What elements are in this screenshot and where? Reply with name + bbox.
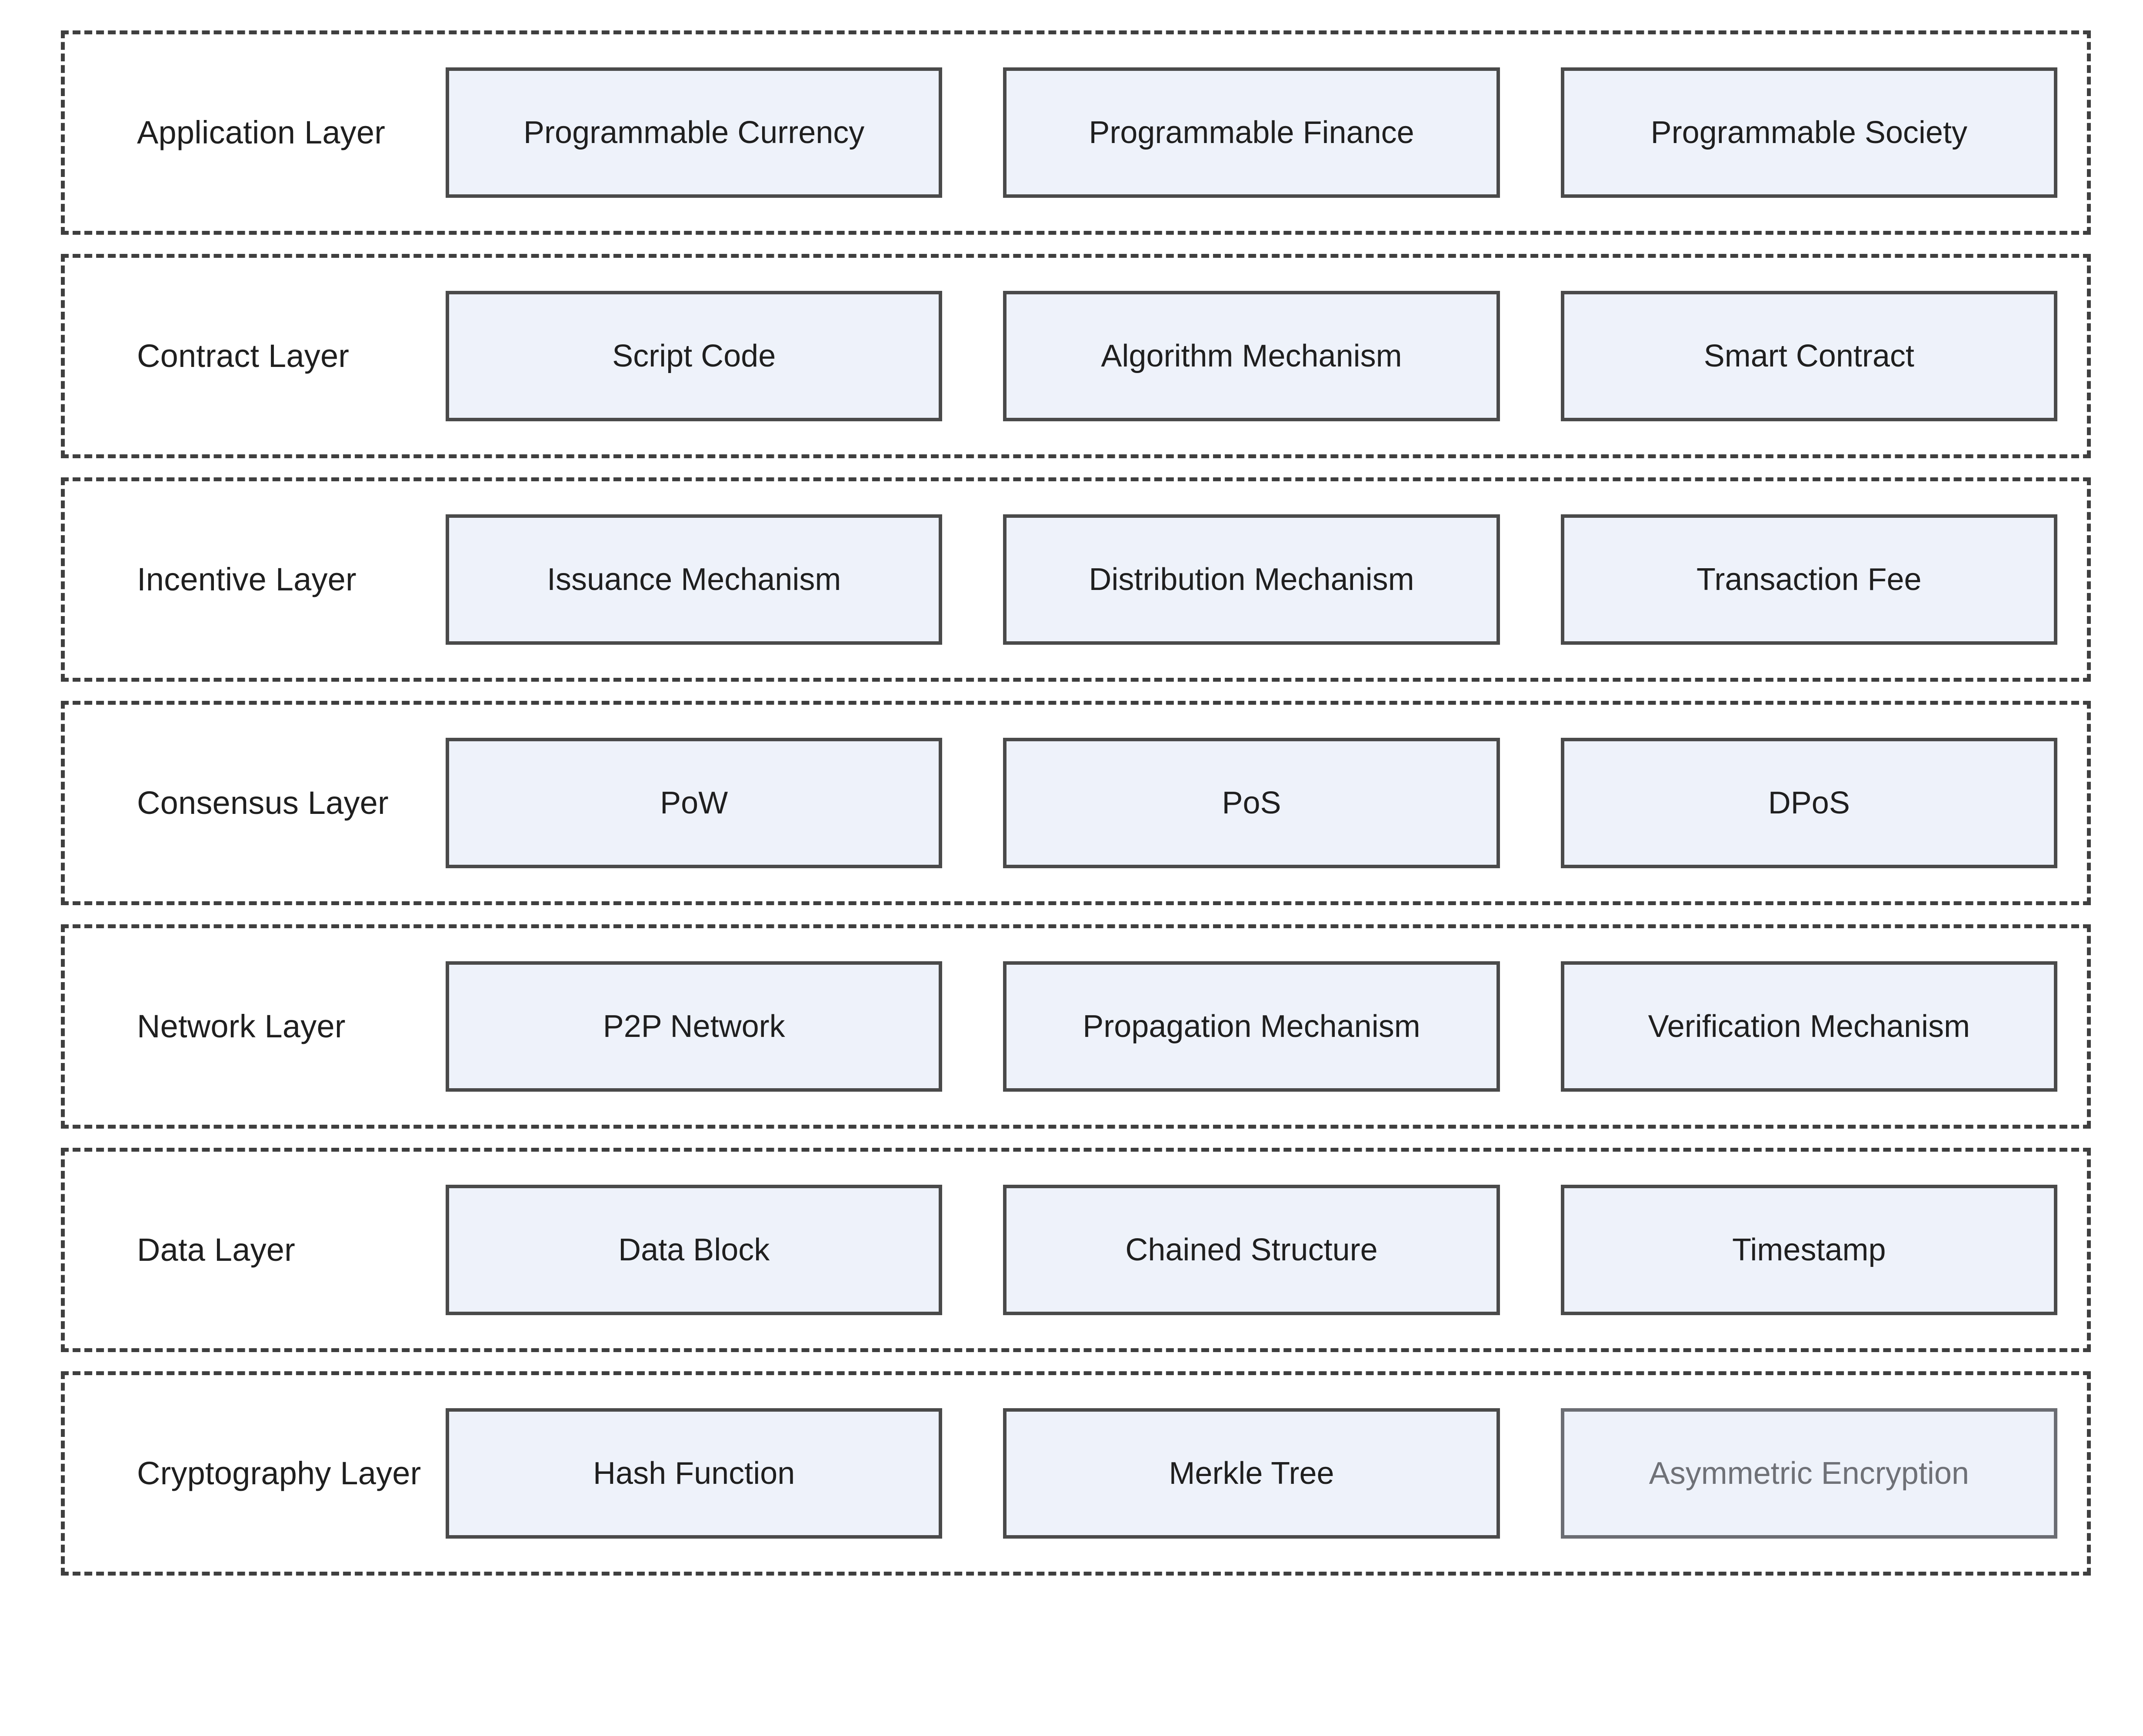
layer-cells [446,738,2066,868]
layer-cell: Asymmetric Encryption [1561,1408,2057,1539]
layer-cell: Data Block [446,1185,942,1315]
layer-row [61,254,2091,458]
layer-cell: Programmable Currency [446,67,942,198]
layer-title: Incentive Layer [137,561,357,597]
layer-cell: PoS [1003,738,1500,868]
layer-cell: Verification Mechanism [1561,961,2057,1092]
layer-cell: Script Code [446,291,942,421]
layer-cell: Programmable Finance [1003,67,1500,198]
layer-cells [446,1408,2066,1539]
layer-cells [446,961,2066,1092]
layer-title: Application Layer [137,114,386,150]
layer-cells [446,1185,2066,1315]
layer-cells [446,291,2066,421]
layer-cell: Smart Contract [1561,291,2057,421]
layer-title: Data Layer [137,1231,295,1268]
layer-row [61,1371,2091,1576]
layer-row [61,477,2091,682]
layer-cell: Merkle Tree [1003,1408,1500,1539]
layer-cell: Programmable Society [1561,67,2057,198]
layer-title: Cryptography Layer [137,1455,421,1491]
layer-cell: Timestamp [1561,1185,2057,1315]
layer-row [61,30,2091,235]
layer-cell: Algorithm Mechanism [1003,291,1500,421]
layer-row [61,701,2091,905]
layer-cell: PoW [446,738,942,868]
layer-cell: Hash Function [446,1408,942,1539]
layer-cell: Distribution Mechanism [1003,514,1500,645]
layer-cells [446,514,2066,645]
layer-title: Contract Layer [137,337,350,374]
layer-cell: Chained Structure [1003,1185,1500,1315]
layer-title: Consensus Layer [137,784,389,821]
layer-cell: Issuance Mechanism [446,514,942,645]
layer-cell: P2P Network [446,961,942,1092]
layer-title: Network Layer [137,1008,346,1044]
layer-row [61,924,2091,1129]
layer-cells [446,67,2066,198]
layer-cell: DPoS [1561,738,2057,868]
layer-cell: Propagation Mechanism [1003,961,1500,1092]
layer-row [61,1148,2091,1352]
layer-cell: Transaction Fee [1561,514,2057,645]
